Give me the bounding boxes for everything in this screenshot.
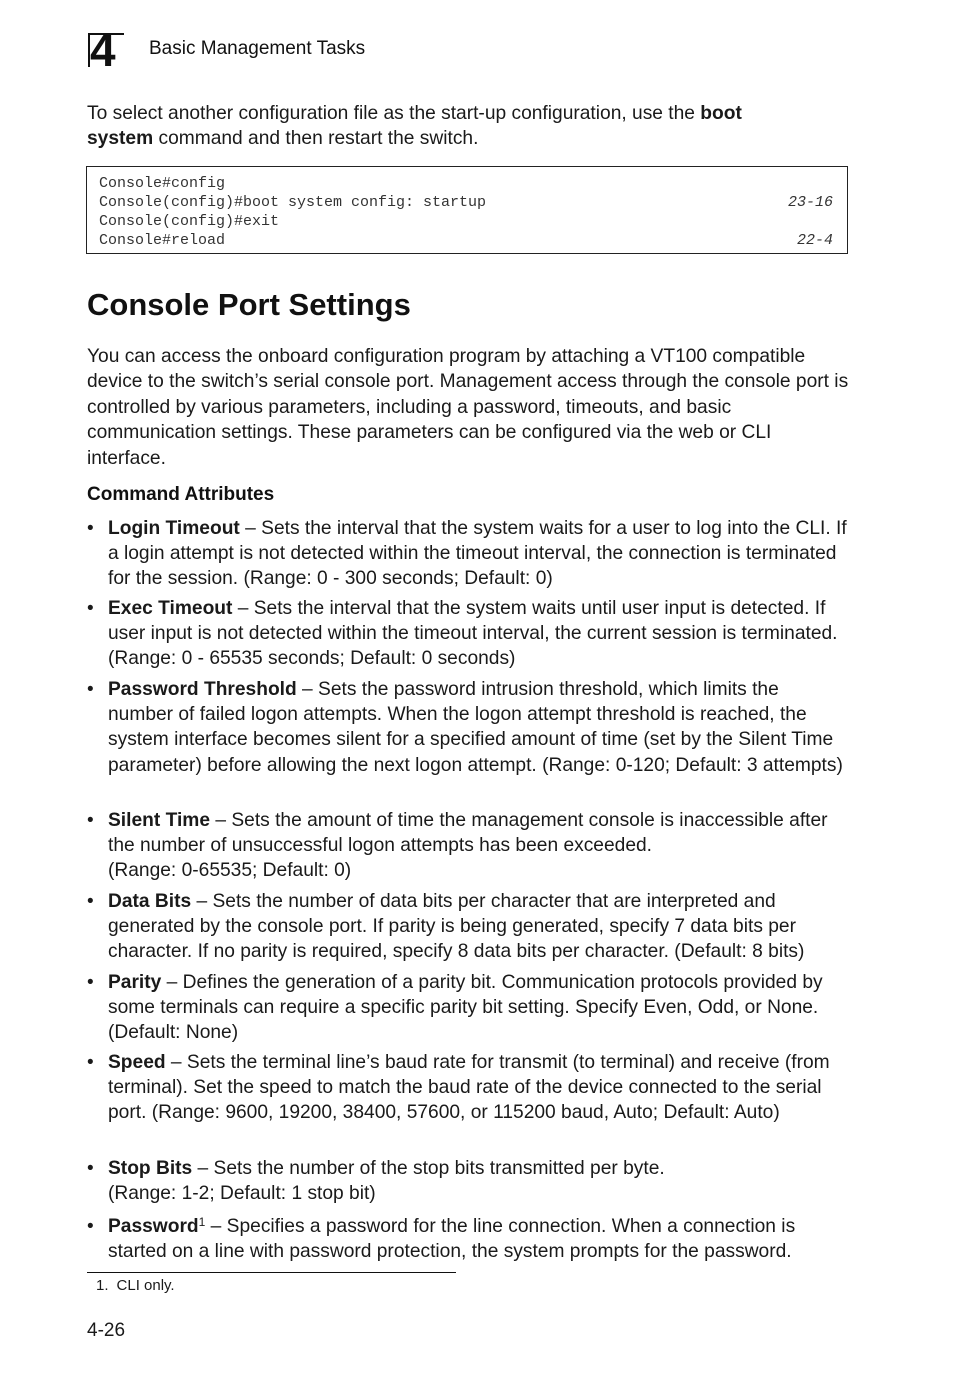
intro-text: To select another configuration file as the start-up configuration, use the [87,103,701,124]
running-header-title: Basic Management Tasks [149,38,366,59]
bullet-dot: • [87,518,94,539]
attribute-description: – Sets the amount of time the management console is inaccessible after the number of unsuccessful logon attempts has been exceeded. [108,810,828,857]
footnote [96,1277,175,1294]
attribute-description: – Sets the interval that the system waits until user input is detected. If user input is not detected within the timeout interval, the current session is terminated. (Range: 0 - 65535 seconds; Default: 0 seconds) [108,598,838,670]
code-command: Console#reload [99,232,226,249]
attribute-description: – Defines the generation of a parity bit. Communication protocols provided by some terminals can require a specific parity bit setting. Specify Even, Odd, or None. (Default: None) [108,972,823,1044]
attribute-term: Exec Timeout [108,598,233,619]
intro-command-bold: boot [700,103,742,124]
code-page-ref: 23-16 [787,194,833,211]
bullet-dot: • [87,1216,94,1237]
command-attributes-heading: Command Attributes [87,484,275,505]
attribute-term: Data Bits [108,891,192,912]
bullet-dot: • [87,891,94,912]
attribute-text [108,677,849,778]
attribute-description: – Sets the number of the stop bits transmitted per byte. [192,1158,665,1179]
attribute-text [108,970,849,1046]
footnote-reference: 1 [198,1215,206,1229]
attribute-term: Parity [108,972,162,993]
attribute-description: – Sets the password intrusion threshold, which limits the number of failed logon attempts. When the logon attempt threshold is reached, the system interface becomes silent for a specified amount of time (set by the Silent Time parameter) before allowing the next logon attempt. (Range: 0-120; Default: 3 attempts) [108,679,843,776]
code-command: Console(config)#boot system config: startup [99,194,487,211]
attribute-term: Stop Bits [108,1158,193,1179]
code-line [99,193,833,212]
code-example-box [86,166,848,254]
attribute-term: Login Timeout [108,518,240,539]
footnote-divider [87,1272,456,1273]
attribute-text [108,596,849,672]
attribute-range: (Range: 1-2; Default: 1 stop bit) [108,1183,376,1205]
attribute-range: (Range: 0-65535; Default: 0) [108,860,352,882]
attribute-term: Password [108,1216,199,1237]
attribute-term: Silent Time [108,810,211,831]
chapter-number-icon [88,24,126,76]
attribute-term: Speed [108,1052,166,1073]
code-line [99,212,833,231]
code-line [99,174,833,193]
attribute-text [108,889,853,965]
footnote-number: 1. [96,1277,109,1294]
intro-command-bold-2: system [87,128,154,150]
section-title: Console Port Settings [87,287,411,322]
bullet-dot: • [87,1052,94,1073]
intro-paragraph [87,101,849,152]
attribute-description: – Sets the number of data bits per character that are interpreted and generated by the console port. If parity is being generated, specify 7 data bits per character. If no parity is required, specify 8 data bits per character. (Default: 8 bits) [108,891,805,963]
attribute-description: – Specifies a password for the line connection. When a connection is started on a line with password protection, the system prompts for the password. [108,1216,796,1263]
intro-text-end: command and then restart the switch. [153,128,479,150]
attribute-text [108,516,849,592]
bullet-dot: • [87,679,94,700]
code-command: Console(config)#exit [99,213,280,230]
attribute-term: Password Threshold [108,679,297,700]
bullet-dot: • [87,598,94,619]
chapter-number: 4 [90,24,116,76]
attribute-description: – Sets the terminal line’s baud rate for transmit (to terminal) and receive (from terminal). Set the speed to match the baud rate of the device connected to the serial port. (Range: 9600, 19200, 38400, 57600, or 115200 baud, Auto; Default: Auto) [108,1052,830,1124]
code-line [99,231,833,250]
code-page-ref: 22-4 [796,232,833,249]
attribute-description: – Sets the interval that the system waits for a user to log into the CLI. If a login attempt is not detected within the timeout interval, the connection is terminated for the session. (Range: 0 - 300 seconds; Default: 0) [108,518,847,590]
bullet-dot: • [87,972,94,993]
bullet-dot: • [87,1158,94,1179]
section-body-paragraph: You can access the onboard configuration program by attaching a VT100 compatible device to the switch’s serial console port. Management access through the console port is controlled by various parameters, including a password, timeouts, and basic communication settings. These parameters can be configured via the web or CLI interface. [87,346,849,469]
attribute-text [108,1156,849,1206]
attribute-text [108,1050,849,1126]
footnote-text: CLI only. [116,1277,175,1294]
attribute-text [108,808,849,884]
bullet-dot: • [87,810,94,831]
code-command: Console#config [99,175,226,192]
page-number: 4-26 [87,1320,126,1341]
attribute-text [108,1214,849,1264]
